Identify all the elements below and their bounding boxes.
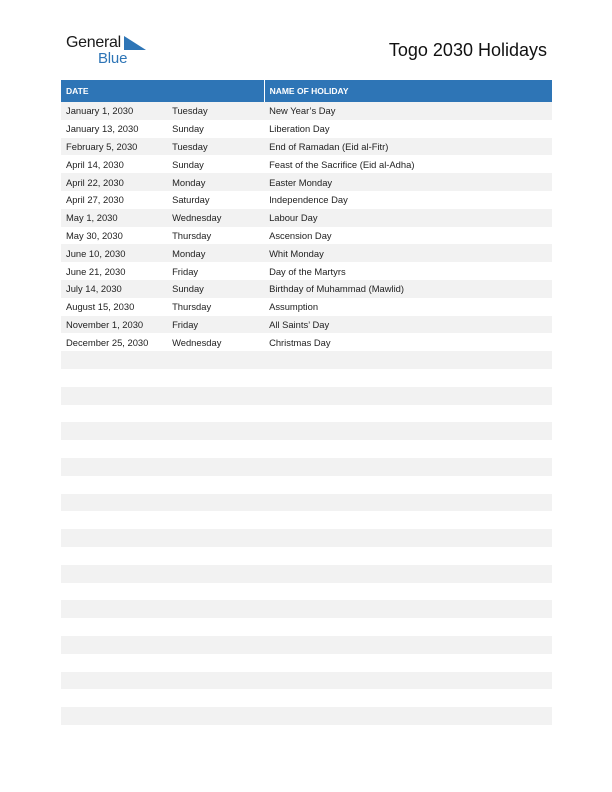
cell-day (167, 494, 264, 512)
cell-day (167, 369, 264, 387)
empty-table-row (61, 369, 552, 387)
cell-day: Sunday (167, 280, 264, 298)
cell-holiday (264, 511, 552, 529)
cell-day: Wednesday (167, 209, 264, 227)
cell-day: Sunday (167, 155, 264, 173)
generalblue-logo (66, 34, 156, 68)
cell-day: Tuesday (167, 102, 264, 120)
cell-holiday: End of Ramadan (Eid al-Fitr) (264, 138, 552, 156)
table-row (61, 227, 552, 245)
table-row (61, 244, 552, 262)
cell-date: April 14, 2030 (61, 155, 167, 173)
cell-date: April 22, 2030 (61, 173, 167, 191)
table-row (61, 173, 552, 191)
cell-holiday: Easter Monday (264, 173, 552, 191)
cell-day: Friday (167, 316, 264, 334)
table-row (61, 316, 552, 334)
cell-date (61, 387, 167, 405)
cell-date: August 15, 2030 (61, 298, 167, 316)
cell-day: Sunday (167, 120, 264, 138)
cell-holiday (264, 476, 552, 494)
cell-day (167, 458, 264, 476)
empty-table-row (61, 583, 552, 601)
cell-holiday (264, 618, 552, 636)
cell-day (167, 600, 264, 618)
logo-triangle-icon (124, 36, 146, 50)
cell-holiday: All Saints’ Day (264, 316, 552, 334)
cell-date (61, 422, 167, 440)
cell-holiday (264, 405, 552, 423)
cell-date (61, 369, 167, 387)
cell-date (61, 351, 167, 369)
cell-holiday (264, 529, 552, 547)
table-row (61, 102, 552, 120)
header-holiday-name: NAME OF HOLIDAY (264, 80, 552, 102)
cell-date (61, 547, 167, 565)
empty-table-row (61, 600, 552, 618)
cell-holiday (264, 369, 552, 387)
cell-holiday: Birthday of Muhammad (Mawlid) (264, 280, 552, 298)
cell-holiday (264, 689, 552, 707)
cell-day (167, 387, 264, 405)
empty-table-row (61, 654, 552, 672)
cell-holiday (264, 654, 552, 672)
cell-day (167, 689, 264, 707)
cell-holiday (264, 565, 552, 583)
table-row (61, 209, 552, 227)
cell-date: January 1, 2030 (61, 102, 167, 120)
cell-day (167, 636, 264, 654)
cell-date (61, 565, 167, 583)
empty-table-row (61, 636, 552, 654)
table-row (61, 191, 552, 209)
cell-day (167, 405, 264, 423)
cell-day: Saturday (167, 191, 264, 209)
cell-holiday (264, 583, 552, 601)
cell-day: Monday (167, 173, 264, 191)
cell-day (167, 476, 264, 494)
cell-holiday (264, 387, 552, 405)
cell-date: January 13, 2030 (61, 120, 167, 138)
empty-table-row (61, 476, 552, 494)
table-row (61, 120, 552, 138)
cell-date (61, 672, 167, 690)
cell-date: May 1, 2030 (61, 209, 167, 227)
cell-day: Monday (167, 244, 264, 262)
empty-table-row (61, 405, 552, 423)
empty-table-row (61, 565, 552, 583)
table-row (61, 280, 552, 298)
table-row (61, 298, 552, 316)
cell-date: February 5, 2030 (61, 138, 167, 156)
cell-holiday: Independence Day (264, 191, 552, 209)
header-date: DATE (61, 80, 264, 102)
cell-date (61, 440, 167, 458)
cell-holiday (264, 458, 552, 476)
table-row (61, 333, 552, 351)
cell-date (61, 494, 167, 512)
cell-holiday: Feast of the Sacrifice (Eid al-Adha) (264, 155, 552, 173)
empty-table-row (61, 618, 552, 636)
cell-date (61, 458, 167, 476)
cell-day (167, 529, 264, 547)
cell-holiday (264, 672, 552, 690)
cell-holiday: Whit Monday (264, 244, 552, 262)
cell-holiday (264, 600, 552, 618)
cell-day (167, 547, 264, 565)
cell-day (167, 422, 264, 440)
table-row (61, 262, 552, 280)
cell-holiday (264, 547, 552, 565)
cell-day (167, 654, 264, 672)
cell-day: Tuesday (167, 138, 264, 156)
cell-date: June 10, 2030 (61, 244, 167, 262)
cell-date (61, 600, 167, 618)
empty-table-row (61, 494, 552, 512)
table-body (61, 102, 552, 725)
cell-holiday (264, 636, 552, 654)
empty-table-row (61, 672, 552, 690)
cell-day (167, 618, 264, 636)
cell-holiday: Day of the Martyrs (264, 262, 552, 280)
cell-day: Thursday (167, 227, 264, 245)
cell-date (61, 618, 167, 636)
empty-table-row (61, 351, 552, 369)
table-row (61, 155, 552, 173)
cell-holiday: Ascension Day (264, 227, 552, 245)
cell-day (167, 511, 264, 529)
cell-date (61, 476, 167, 494)
cell-day (167, 440, 264, 458)
cell-date: July 14, 2030 (61, 280, 167, 298)
table-header-row (61, 80, 552, 102)
table-row (61, 138, 552, 156)
logo-text-general: General (66, 34, 121, 51)
empty-table-row (61, 707, 552, 725)
cell-holiday (264, 440, 552, 458)
cell-day (167, 672, 264, 690)
cell-date (61, 636, 167, 654)
page-title: Togo 2030 Holidays (388, 40, 547, 60)
empty-table-row (61, 689, 552, 707)
cell-day (167, 707, 264, 725)
cell-holiday: Liberation Day (264, 120, 552, 138)
empty-table-row (61, 547, 552, 565)
cell-date: November 1, 2030 (61, 316, 167, 334)
empty-table-row (61, 422, 552, 440)
cell-holiday (264, 351, 552, 369)
cell-date (61, 654, 167, 672)
empty-table-row (61, 458, 552, 476)
cell-holiday (264, 707, 552, 725)
cell-date (61, 583, 167, 601)
cell-holiday (264, 422, 552, 440)
cell-date: December 25, 2030 (61, 333, 167, 351)
empty-table-row (61, 440, 552, 458)
cell-date (61, 529, 167, 547)
cell-holiday: Labour Day (264, 209, 552, 227)
cell-date (61, 689, 167, 707)
cell-day: Wednesday (167, 333, 264, 351)
cell-date: April 27, 2030 (61, 191, 167, 209)
cell-day (167, 351, 264, 369)
cell-day (167, 583, 264, 601)
empty-table-row (61, 511, 552, 529)
cell-date: June 21, 2030 (61, 262, 167, 280)
cell-date (61, 707, 167, 725)
empty-table-row (61, 387, 552, 405)
logo-text-blue: Blue (98, 50, 128, 67)
cell-day: Friday (167, 262, 264, 280)
empty-table-row (61, 529, 552, 547)
cell-holiday (264, 494, 552, 512)
cell-holiday: New Year’s Day (264, 102, 552, 120)
cell-holiday: Christmas Day (264, 333, 552, 351)
cell-day (167, 565, 264, 583)
cell-date (61, 405, 167, 423)
holiday-table (61, 80, 552, 725)
cell-day: Thursday (167, 298, 264, 316)
cell-date: May 30, 2030 (61, 227, 167, 245)
cell-holiday: Assumption (264, 298, 552, 316)
cell-date (61, 511, 167, 529)
